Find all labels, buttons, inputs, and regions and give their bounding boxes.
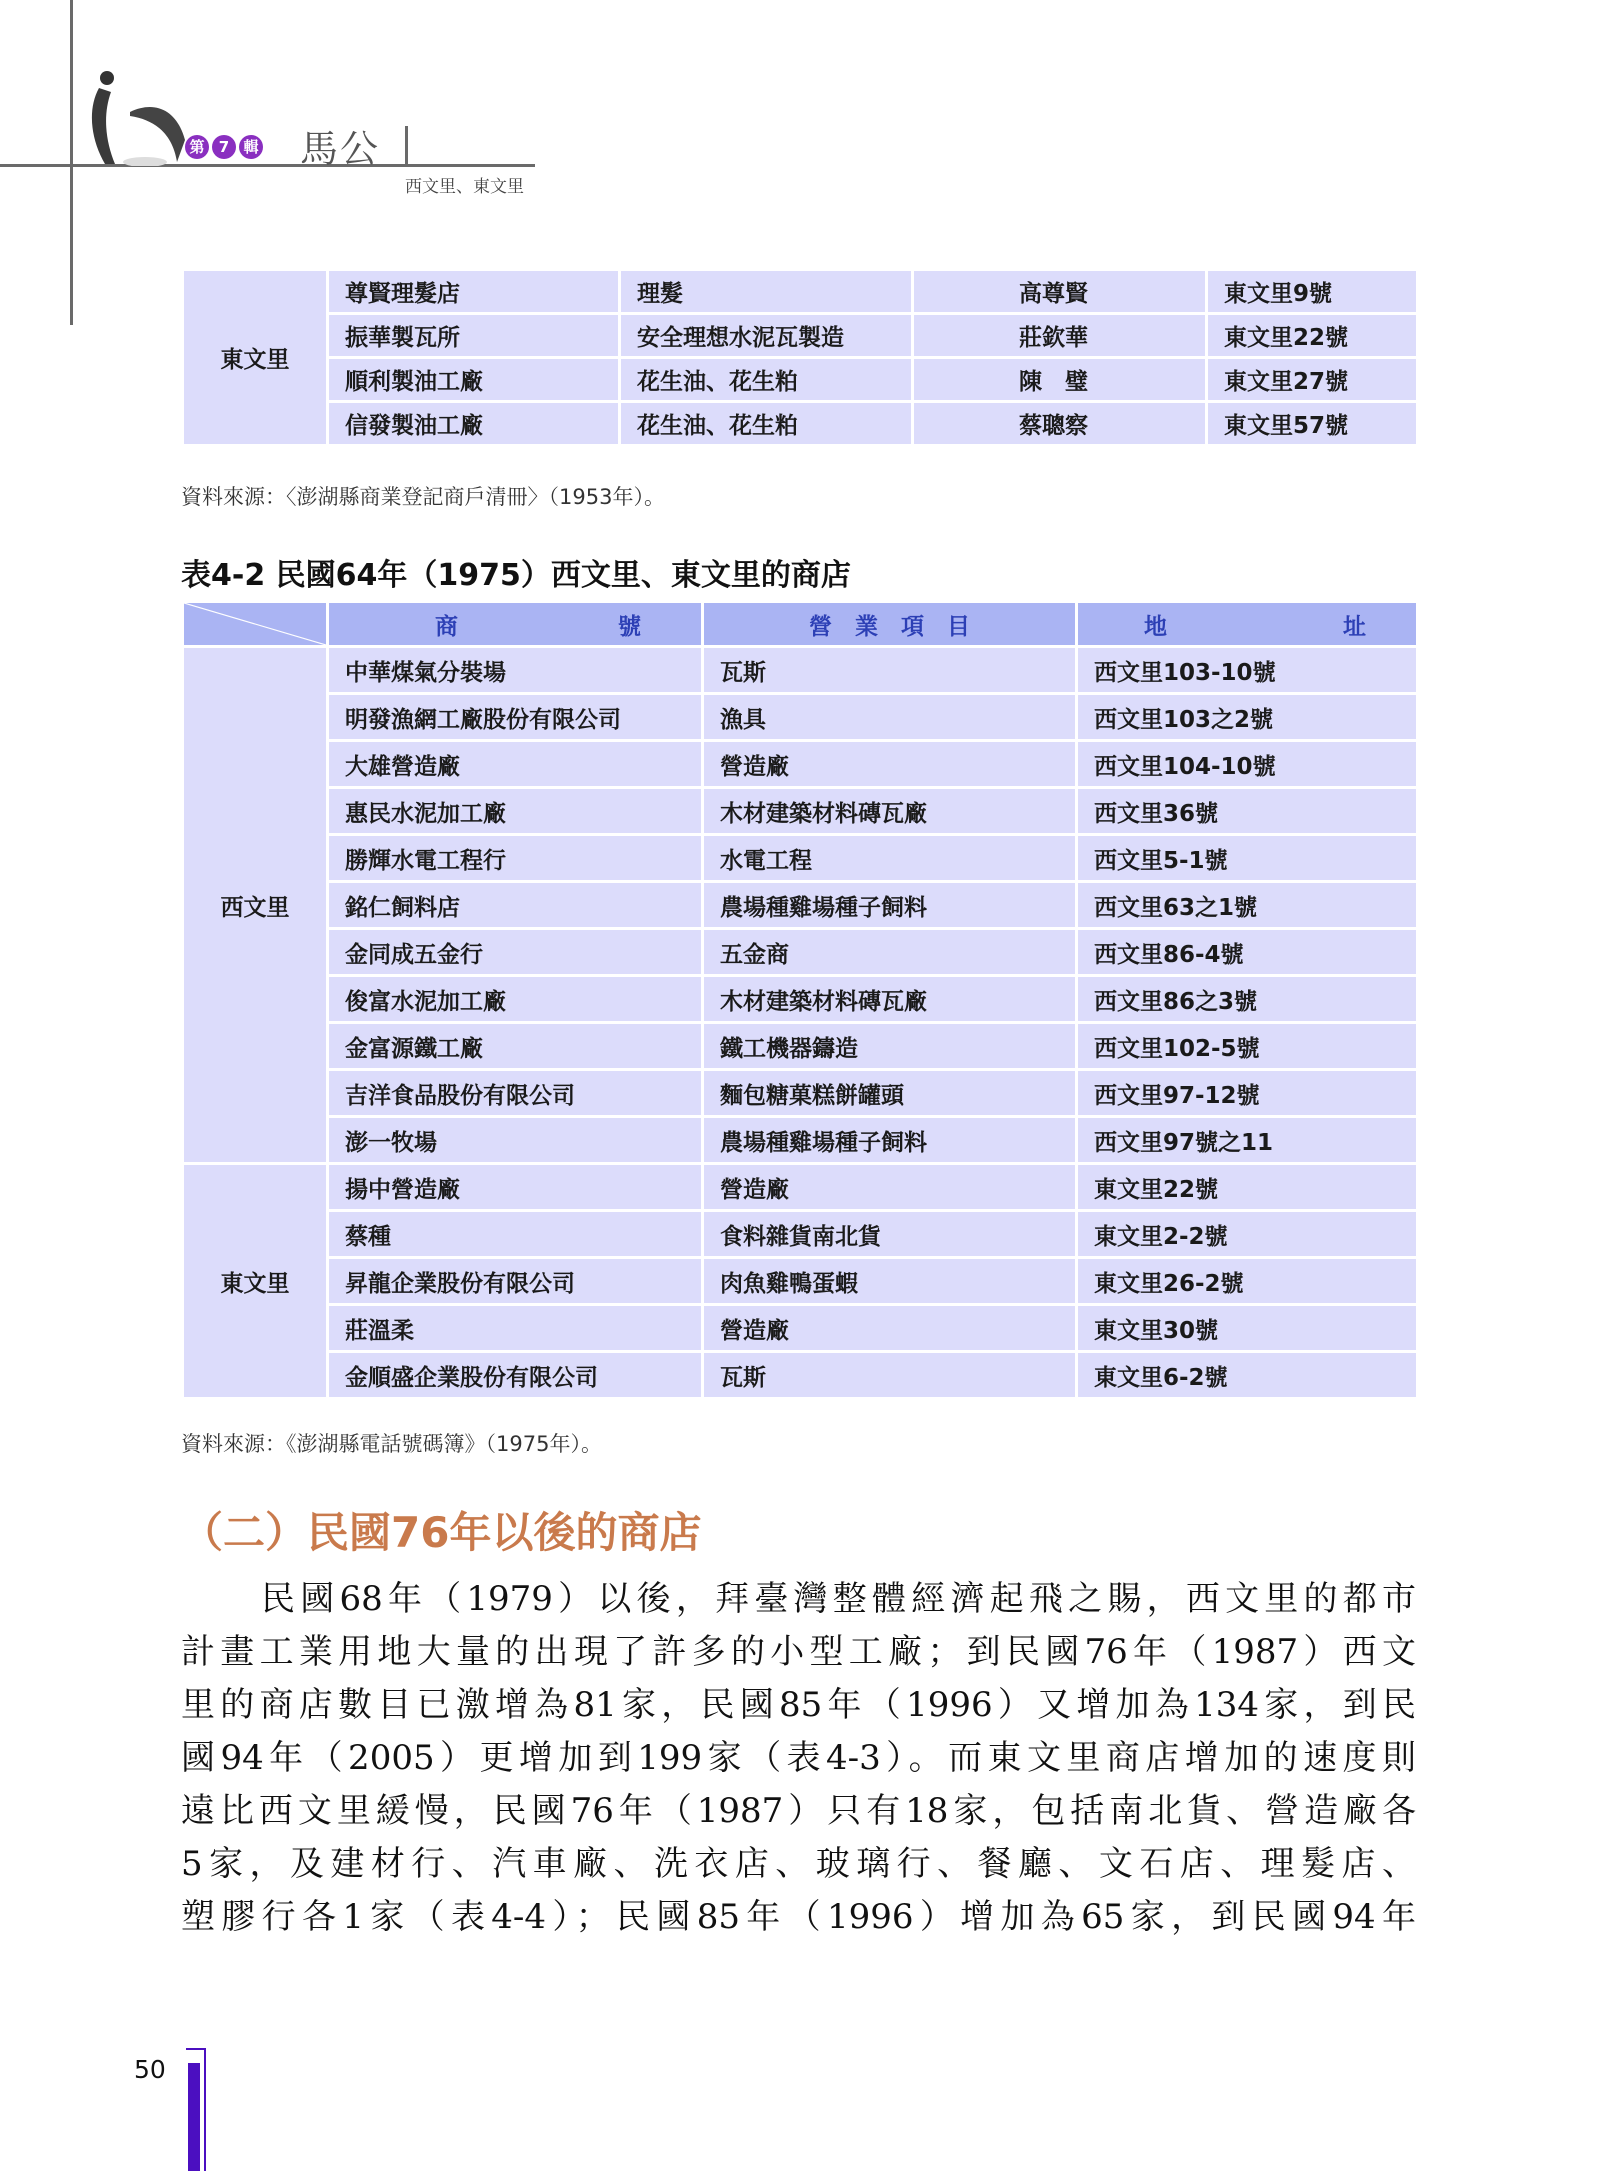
paragraph-line: 計畫工業用地大量的出現了許多的小型工廠；到民國76年（1987）西文 — [181, 1632, 1416, 1672]
table-row — [183, 929, 1418, 976]
shop-name: 莊溫柔 — [328, 1305, 703, 1352]
shop-name: 金同成五金行 — [328, 929, 703, 976]
paragraph-line: 國94年（2005）更增加到199家（表4-3）。而東文里商店增加的速度則 — [181, 1738, 1416, 1778]
owner: 高尊賢 — [913, 270, 1207, 314]
owner: 莊欽華 — [913, 314, 1207, 358]
village-cell: 西文里 — [183, 647, 328, 1164]
shop-name: 蔡種 — [328, 1211, 703, 1258]
table-row — [183, 835, 1418, 882]
address: 東文里22號 — [1207, 314, 1418, 358]
body-paragraph — [181, 1573, 1416, 1944]
chapter-badge-3: 輯 — [239, 135, 263, 159]
address: 西文里86之3號 — [1077, 976, 1418, 1023]
address: 西文里103之2號 — [1077, 694, 1418, 741]
section-subtitle: 西文里、東文里 — [405, 177, 524, 197]
header-rule — [0, 164, 535, 167]
address: 東文里6-2號 — [1077, 1352, 1418, 1399]
page-accent-bar — [188, 2063, 200, 2171]
table-row — [183, 741, 1418, 788]
village-cell: 東文里 — [183, 270, 328, 446]
table-row — [183, 402, 1418, 446]
table-row — [183, 1258, 1418, 1305]
town-title: 馬公 — [300, 127, 381, 171]
table-header-row — [183, 602, 1418, 647]
business-type: 麵包糖菓糕餅罐頭 — [703, 1070, 1077, 1117]
address: 西文里86-4號 — [1077, 929, 1418, 976]
business-type: 農場種雞場種子飼料 — [703, 1117, 1077, 1164]
header-business: 營 業 項 目 — [703, 602, 1077, 647]
title-divider — [405, 126, 408, 164]
paragraph-line: 里的商店數目已激增為81家，民國85年（1996）又增加為134家，到民 — [181, 1685, 1416, 1725]
address: 西文里97號之11 — [1077, 1117, 1418, 1164]
address: 東文里26-2號 — [1077, 1258, 1418, 1305]
business-type: 肉魚雞鴨蛋蝦 — [703, 1258, 1077, 1305]
business-type: 安全理想水泥瓦製造 — [620, 314, 913, 358]
business-type: 漁具 — [703, 694, 1077, 741]
shop-name: 揚中營造廠 — [328, 1164, 703, 1211]
table-row — [183, 270, 1418, 314]
table-row — [183, 1305, 1418, 1352]
address: 西文里5-1號 — [1077, 835, 1418, 882]
shop-name: 澎一牧場 — [328, 1117, 703, 1164]
section-heading: （二）民國76年以後的商店 — [181, 1508, 702, 1557]
shop-name: 順利製油工廠 — [328, 358, 620, 402]
business-type: 水電工程 — [703, 835, 1077, 882]
shop-name: 昇龍企業股份有限公司 — [328, 1258, 703, 1305]
business-type: 花生油、花生粕 — [620, 358, 913, 402]
paragraph-line: 塑膠行各1家（表4-4）；民國85年（1996）增加為65家，到民國94年 — [181, 1897, 1416, 1937]
table-row — [183, 1352, 1418, 1399]
business-type: 木材建築材料磚瓦廠 — [703, 788, 1077, 835]
owner: 蔡聰察 — [913, 402, 1207, 446]
address: 西文里63之1號 — [1077, 882, 1418, 929]
table2-title: 表4-2 民國64年（1975）西文里、東文里的商店 — [181, 558, 851, 593]
shop-name: 銘仁飼料店 — [328, 882, 703, 929]
table-row — [183, 647, 1418, 694]
margin-vertical-line — [70, 0, 73, 325]
address: 西文里97-12號 — [1077, 1070, 1418, 1117]
table-row — [183, 1211, 1418, 1258]
paragraph-line: 5家，及建材行、汽車廠、洗衣店、玻璃行、餐廳、文石店、理髮店、 — [181, 1844, 1416, 1884]
table-1953-continued — [181, 268, 1419, 447]
table-row — [183, 1164, 1418, 1211]
address: 東文里57號 — [1207, 402, 1418, 446]
shop-name: 吉洋食品股份有限公司 — [328, 1070, 703, 1117]
business-type: 營造廠 — [703, 1164, 1077, 1211]
paragraph-line: 遠比西文里緩慢，民國76年（1987）只有18家，包括南北貨、營造廠各 — [181, 1791, 1416, 1831]
shop-name: 振華製瓦所 — [328, 314, 620, 358]
business-type: 瓦斯 — [703, 1352, 1077, 1399]
table1-source: 資料來源：〈澎湖縣商業登記商戶清冊〉（1953年）。 — [181, 485, 665, 509]
business-type: 營造廠 — [703, 1305, 1077, 1352]
shop-name: 金富源鐵工廠 — [328, 1023, 703, 1070]
address: 東文里30號 — [1077, 1305, 1418, 1352]
business-type: 五金商 — [703, 929, 1077, 976]
address: 西文里104-10號 — [1077, 741, 1418, 788]
address: 東文里22號 — [1077, 1164, 1418, 1211]
business-type: 理髮 — [620, 270, 913, 314]
table-row — [183, 976, 1418, 1023]
chapter-badge-1: 第 — [185, 135, 209, 159]
shop-name: 信發製油工廠 — [328, 402, 620, 446]
shop-name: 尊賢理髮店 — [328, 270, 620, 314]
shop-name: 俊富水泥加工廠 — [328, 976, 703, 1023]
address: 西文里103-10號 — [1077, 647, 1418, 694]
village-cell: 東文里 — [183, 1164, 328, 1399]
header-address: 地 址 — [1077, 602, 1418, 647]
shop-name: 惠民水泥加工廠 — [328, 788, 703, 835]
address: 西文里36號 — [1077, 788, 1418, 835]
business-type: 食料雜貨南北貨 — [703, 1211, 1077, 1258]
header-shop-name: 商 號 — [328, 602, 703, 647]
chapter-badge-2: 7 — [212, 135, 236, 159]
table-row — [183, 1117, 1418, 1164]
shop-name: 金順盛企業股份有限公司 — [328, 1352, 703, 1399]
business-type: 木材建築材料磚瓦廠 — [703, 976, 1077, 1023]
table-row — [183, 882, 1418, 929]
shop-name: 大雄營造廠 — [328, 741, 703, 788]
shop-name: 明發漁網工廠股份有限公司 — [328, 694, 703, 741]
table-row — [183, 788, 1418, 835]
business-type: 農場種雞場種子飼料 — [703, 882, 1077, 929]
address: 東文里27號 — [1207, 358, 1418, 402]
address: 西文里102-5號 — [1077, 1023, 1418, 1070]
table-row — [183, 358, 1418, 402]
table-1975-shops — [181, 600, 1419, 1400]
page-number: 50 — [134, 2055, 166, 2084]
business-type: 鐵工機器鑄造 — [703, 1023, 1077, 1070]
diagonal-header-cell — [183, 602, 328, 647]
shop-name: 中華煤氣分裝場 — [328, 647, 703, 694]
table-row — [183, 694, 1418, 741]
table2-source: 資料來源：《澎湖縣電話號碼簿》（1975年）。 — [181, 1432, 602, 1456]
shop-name: 勝輝水電工程行 — [328, 835, 703, 882]
owner: 陳 璧 — [913, 358, 1207, 402]
table-row — [183, 1023, 1418, 1070]
address: 東文里2-2號 — [1077, 1211, 1418, 1258]
table-row — [183, 1070, 1418, 1117]
table-row — [183, 314, 1418, 358]
address: 東文里9號 — [1207, 270, 1418, 314]
business-type: 花生油、花生粕 — [620, 402, 913, 446]
paragraph-line: 民國68年（1979）以後，拜臺灣整體經濟起飛之賜，西文里的都市 — [261, 1579, 1416, 1619]
business-type: 營造廠 — [703, 741, 1077, 788]
business-type: 瓦斯 — [703, 647, 1077, 694]
